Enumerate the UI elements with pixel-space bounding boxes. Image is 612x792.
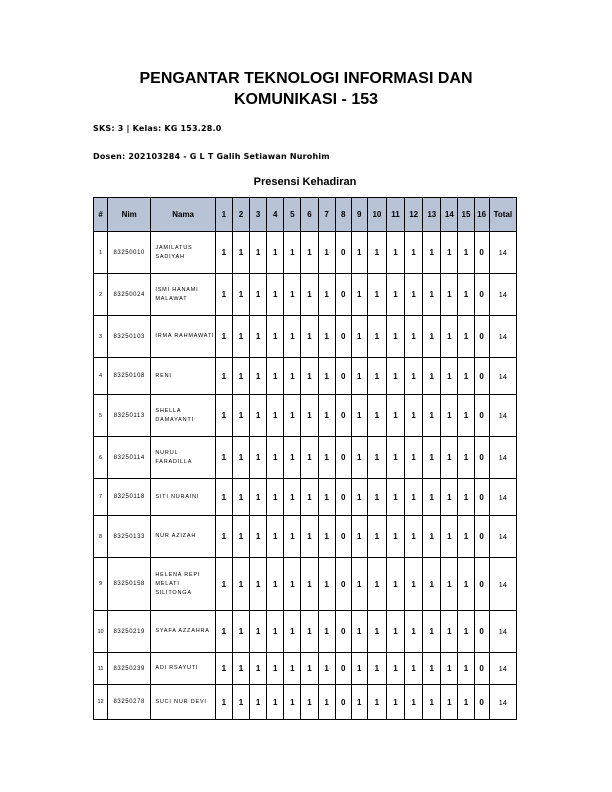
attendance-cell: 1: [351, 611, 367, 653]
attendance-cell: 1: [232, 516, 249, 558]
attendance-cell: 1: [386, 274, 404, 316]
attendance-cell: 1: [458, 358, 474, 395]
attendance-cell: 1: [441, 611, 458, 653]
attendance-cell: 1: [423, 611, 441, 653]
attendance-cell: 1: [284, 479, 301, 516]
attendance-cell: 1: [441, 274, 458, 316]
attendance-cell: 1: [301, 274, 318, 316]
attendance-cell: 1: [318, 653, 335, 685]
attendance-cell: 1: [405, 395, 423, 437]
attendance-cell: 0: [474, 479, 489, 516]
attendance-cell: 1: [301, 558, 318, 611]
row-number: 3: [94, 316, 108, 358]
attendance-cell: 1: [441, 653, 458, 685]
attendance-cell: 1: [267, 437, 284, 479]
attendance-cell: 1: [423, 516, 441, 558]
attendance-cell: 1: [232, 611, 249, 653]
attendance-cell: 1: [405, 611, 423, 653]
attendance-cell: 1: [250, 479, 267, 516]
attendance-cell: 1: [351, 479, 367, 516]
attendance-cell: 0: [335, 685, 351, 720]
attendance-cell: 1: [405, 274, 423, 316]
attendance-cell: 1: [267, 395, 284, 437]
sks-class-info: SKS: 3 | Kelas: KG 153.28.0: [93, 124, 222, 133]
attendance-cell: 1: [215, 232, 232, 274]
attendance-cell: 0: [474, 516, 489, 558]
row-number: 9: [94, 558, 108, 611]
attendance-cell: 0: [474, 274, 489, 316]
attendance-cell: 1: [405, 479, 423, 516]
attendance-cell: 1: [441, 232, 458, 274]
attendance-cell: 1: [267, 479, 284, 516]
header-meeting: 12: [405, 198, 423, 232]
attendance-cell: 1: [441, 358, 458, 395]
attendance-cell: 0: [335, 558, 351, 611]
attendance-cell: 1: [284, 437, 301, 479]
student-name: SUCI NUR DEVI: [151, 685, 215, 720]
attendance-cell: 1: [232, 685, 249, 720]
attendance-cell: 1: [215, 653, 232, 685]
attendance-cell: 1: [458, 395, 474, 437]
attendance-cell: 1: [232, 316, 249, 358]
header-meeting: 16: [474, 198, 489, 232]
row-number: 2: [94, 274, 108, 316]
attendance-cell: 1: [215, 479, 232, 516]
attendance-cell: 1: [250, 437, 267, 479]
header-meeting: 4: [267, 198, 284, 232]
attendance-cell: 1: [386, 395, 404, 437]
attendance-cell: 1: [405, 358, 423, 395]
student-nim: 83250010: [108, 232, 151, 274]
attendance-cell: 1: [250, 316, 267, 358]
attendance-cell: 1: [441, 516, 458, 558]
attendance-cell: 1: [301, 316, 318, 358]
attendance-cell: 1: [318, 558, 335, 611]
attendance-cell: 1: [250, 274, 267, 316]
attendance-cell: 0: [474, 358, 489, 395]
attendance-cell: 1: [318, 395, 335, 437]
attendance-cell: 1: [351, 232, 367, 274]
attendance-cell: 1: [215, 316, 232, 358]
attendance-cell: 1: [367, 653, 386, 685]
attendance-cell: 1: [351, 558, 367, 611]
student-nim: 83250278: [108, 685, 151, 720]
attendance-cell: 0: [335, 395, 351, 437]
attendance-cell: 1: [351, 395, 367, 437]
attendance-total: 14: [489, 358, 516, 395]
attendance-cell: 1: [458, 437, 474, 479]
attendance-cell: 1: [301, 611, 318, 653]
attendance-cell: 1: [250, 653, 267, 685]
attendance-cell: 1: [301, 437, 318, 479]
header-nim: Nim: [108, 198, 151, 232]
attendance-cell: 1: [441, 479, 458, 516]
student-name: IRMA RAHMAWATI: [151, 316, 215, 358]
header-meeting: 2: [232, 198, 249, 232]
attendance-total: 14: [489, 558, 516, 611]
attendance-cell: 1: [386, 516, 404, 558]
attendance-cell: 0: [335, 437, 351, 479]
table-row: [94, 437, 517, 479]
attendance-cell: 1: [405, 232, 423, 274]
header-meeting: 10: [367, 198, 386, 232]
row-number: 7: [94, 479, 108, 516]
attendance-cell: 1: [458, 685, 474, 720]
attendance-cell: 1: [267, 685, 284, 720]
attendance-cell: 1: [301, 232, 318, 274]
attendance-cell: 1: [215, 274, 232, 316]
attendance-cell: 0: [335, 611, 351, 653]
attendance-cell: 1: [441, 685, 458, 720]
attendance-cell: 1: [405, 316, 423, 358]
attendance-total: 14: [489, 316, 516, 358]
attendance-cell: 1: [318, 274, 335, 316]
attendance-cell: 0: [335, 516, 351, 558]
attendance-cell: 0: [474, 611, 489, 653]
attendance-cell: 1: [232, 653, 249, 685]
attendance-cell: 1: [405, 516, 423, 558]
table-row: [94, 479, 517, 516]
attendance-cell: 1: [284, 653, 301, 685]
attendance-cell: 1: [318, 685, 335, 720]
attendance-cell: 1: [441, 437, 458, 479]
attendance-cell: 1: [232, 358, 249, 395]
attendance-cell: 1: [367, 516, 386, 558]
attendance-cell: 1: [351, 685, 367, 720]
attendance-cell: 1: [386, 358, 404, 395]
attendance-cell: 1: [215, 685, 232, 720]
attendance-cell: 1: [367, 395, 386, 437]
attendance-cell: 0: [335, 358, 351, 395]
attendance-cell: 1: [215, 395, 232, 437]
student-name: ISMI HANAMI MALAWAT: [151, 274, 215, 316]
student-name: SHELLA DAMAYANTI: [151, 395, 215, 437]
attendance-cell: 1: [405, 653, 423, 685]
student-nim: 83250024: [108, 274, 151, 316]
student-nim: 83250113: [108, 395, 151, 437]
attendance-section-title: Presensi Kehadiran: [253, 176, 357, 188]
attendance-cell: 1: [284, 516, 301, 558]
attendance-cell: 1: [351, 274, 367, 316]
attendance-cell: 1: [318, 316, 335, 358]
attendance-cell: 1: [232, 395, 249, 437]
attendance-cell: 1: [458, 653, 474, 685]
attendance-cell: 1: [423, 358, 441, 395]
attendance-cell: 1: [423, 479, 441, 516]
table-row: [94, 316, 517, 358]
attendance-cell: 1: [367, 558, 386, 611]
attendance-cell: 1: [232, 479, 249, 516]
header-meeting: 3: [250, 198, 267, 232]
attendance-cell: 0: [335, 274, 351, 316]
attendance-cell: 1: [267, 611, 284, 653]
attendance-cell: 1: [318, 611, 335, 653]
attendance-cell: 1: [423, 395, 441, 437]
attendance-cell: 1: [423, 685, 441, 720]
attendance-total: 14: [489, 395, 516, 437]
attendance-total: 14: [489, 232, 516, 274]
row-number: 5: [94, 395, 108, 437]
attendance-cell: 1: [267, 274, 284, 316]
attendance-cell: 1: [284, 558, 301, 611]
attendance-cell: 1: [250, 516, 267, 558]
attendance-cell: 1: [367, 358, 386, 395]
attendance-cell: 0: [474, 395, 489, 437]
attendance-cell: 1: [386, 653, 404, 685]
attendance-cell: 1: [405, 558, 423, 611]
header-nama: Nama: [151, 198, 215, 232]
header-total: Total: [489, 198, 516, 232]
attendance-cell: 0: [474, 653, 489, 685]
attendance-cell: 1: [458, 558, 474, 611]
attendance-cell: 1: [367, 479, 386, 516]
attendance-cell: 1: [423, 274, 441, 316]
attendance-cell: 1: [351, 358, 367, 395]
attendance-cell: 1: [267, 316, 284, 358]
attendance-total: 14: [489, 611, 516, 653]
attendance-cell: 0: [474, 316, 489, 358]
attendance-cell: 0: [474, 437, 489, 479]
attendance-cell: 1: [250, 395, 267, 437]
attendance-cell: 1: [458, 516, 474, 558]
attendance-cell: 1: [232, 274, 249, 316]
course-title: PENGANTAR TEKNOLOGI INFORMASI DAN KOMUNIKASI - 153: [139, 70, 473, 108]
attendance-cell: 1: [367, 437, 386, 479]
attendance-cell: 1: [284, 395, 301, 437]
header-meeting: 14: [441, 198, 458, 232]
attendance-cell: 1: [367, 316, 386, 358]
student-nim: 83250118: [108, 479, 151, 516]
attendance-total: 14: [489, 274, 516, 316]
attendance-cell: 1: [318, 437, 335, 479]
attendance-cell: 1: [301, 358, 318, 395]
attendance-total: 14: [489, 479, 516, 516]
attendance-cell: 1: [458, 232, 474, 274]
attendance-cell: 1: [423, 653, 441, 685]
header-meeting: 9: [351, 198, 367, 232]
attendance-cell: 1: [250, 358, 267, 395]
attendance-cell: 1: [386, 232, 404, 274]
attendance-cell: 1: [267, 358, 284, 395]
attendance-cell: 1: [351, 653, 367, 685]
row-number: 8: [94, 516, 108, 558]
table-row: [94, 274, 517, 316]
attendance-cell: 1: [267, 516, 284, 558]
attendance-cell: 1: [267, 558, 284, 611]
attendance-cell: 1: [441, 558, 458, 611]
header-meeting: 7: [318, 198, 335, 232]
attendance-cell: 1: [215, 437, 232, 479]
attendance-cell: 1: [284, 685, 301, 720]
attendance-cell: 1: [318, 358, 335, 395]
header-meeting: 11: [386, 198, 404, 232]
attendance-cell: 1: [232, 437, 249, 479]
attendance-cell: 1: [423, 437, 441, 479]
attendance-cell: 1: [215, 558, 232, 611]
attendance-cell: 0: [474, 232, 489, 274]
attendance-cell: 1: [284, 232, 301, 274]
attendance-cell: 1: [284, 316, 301, 358]
table-row: [94, 232, 517, 274]
attendance-cell: 1: [386, 479, 404, 516]
lecturer-info: Dosen: 202103284 - G L T Galih Setiawan Nurohim: [93, 152, 330, 161]
attendance-cell: 1: [284, 611, 301, 653]
row-number: 1: [94, 232, 108, 274]
student-name: JAMILATUS SADIYAH: [151, 232, 215, 274]
attendance-cell: 1: [232, 232, 249, 274]
attendance-total: 14: [489, 685, 516, 720]
table-row: [94, 395, 517, 437]
attendance-cell: 1: [423, 316, 441, 358]
header-number: #: [94, 198, 108, 232]
attendance-table: [93, 197, 517, 720]
student-name: NUR AZIZAH: [151, 516, 215, 558]
student-nim: 83250103: [108, 316, 151, 358]
student-name: HELENA REPI MELATI SILITONGA: [151, 558, 215, 611]
attendance-cell: 1: [301, 516, 318, 558]
attendance-cell: 1: [232, 558, 249, 611]
student-name: ADI RSAYUTI: [151, 653, 215, 685]
attendance-cell: 1: [405, 437, 423, 479]
header-meeting: 6: [301, 198, 318, 232]
student-nim: 83250158: [108, 558, 151, 611]
table-row: [94, 611, 517, 653]
attendance-cell: 1: [301, 653, 318, 685]
student-name: NURUL FARADILLA: [151, 437, 215, 479]
attendance-total: 14: [489, 653, 516, 685]
attendance-cell: 1: [250, 611, 267, 653]
attendance-cell: 1: [250, 685, 267, 720]
attendance-cell: 1: [250, 558, 267, 611]
attendance-cell: 1: [351, 516, 367, 558]
attendance-cell: 1: [318, 479, 335, 516]
student-nim: 83250219: [108, 611, 151, 653]
attendance-cell: 1: [423, 558, 441, 611]
attendance-cell: 1: [386, 316, 404, 358]
header-meeting: 5: [284, 198, 301, 232]
attendance-cell: 1: [301, 479, 318, 516]
attendance-cell: 1: [458, 611, 474, 653]
attendance-cell: 1: [441, 316, 458, 358]
attendance-cell: 0: [335, 653, 351, 685]
attendance-cell: 1: [250, 232, 267, 274]
attendance-cell: 0: [335, 316, 351, 358]
table-row: [94, 685, 517, 720]
student-name: SYAFA AZZAHRA: [151, 611, 215, 653]
table-row: [94, 358, 517, 395]
header-meeting: 1: [215, 198, 232, 232]
attendance-cell: 1: [367, 274, 386, 316]
student-nim: 83250133: [108, 516, 151, 558]
attendance-cell: 1: [386, 611, 404, 653]
student-nim: 83250108: [108, 358, 151, 395]
attendance-cell: 1: [351, 437, 367, 479]
row-number: 4: [94, 358, 108, 395]
attendance-cell: 1: [423, 232, 441, 274]
student-name: SITI NURAINI: [151, 479, 215, 516]
attendance-cell: 1: [386, 558, 404, 611]
attendance-cell: 1: [351, 316, 367, 358]
student-nim: 83250239: [108, 653, 151, 685]
attendance-cell: 1: [458, 479, 474, 516]
attendance-cell: 1: [458, 316, 474, 358]
attendance-cell: 1: [386, 685, 404, 720]
table-row: [94, 558, 517, 611]
row-number: 12: [94, 685, 108, 720]
attendance-total: 14: [489, 437, 516, 479]
row-number: 11: [94, 653, 108, 685]
attendance-cell: 1: [405, 685, 423, 720]
attendance-total: 14: [489, 516, 516, 558]
attendance-cell: 1: [284, 274, 301, 316]
attendance-cell: 1: [267, 232, 284, 274]
attendance-cell: 1: [301, 685, 318, 720]
attendance-cell: 1: [267, 653, 284, 685]
header-meeting: 8: [335, 198, 351, 232]
table-row: [94, 653, 517, 685]
attendance-cell: 1: [301, 395, 318, 437]
row-number: 10: [94, 611, 108, 653]
attendance-cell: 1: [318, 232, 335, 274]
table-row: [94, 516, 517, 558]
attendance-cell: 1: [215, 516, 232, 558]
student-name: RENI: [151, 358, 215, 395]
student-nim: 83250114: [108, 437, 151, 479]
header-meeting: 13: [423, 198, 441, 232]
attendance-cell: 1: [367, 611, 386, 653]
attendance-cell: 0: [335, 232, 351, 274]
attendance-cell: 0: [474, 685, 489, 720]
attendance-cell: 1: [367, 232, 386, 274]
attendance-cell: 1: [318, 516, 335, 558]
row-number: 6: [94, 437, 108, 479]
attendance-cell: 1: [458, 274, 474, 316]
attendance-cell: 1: [386, 437, 404, 479]
table-header-row: [94, 198, 517, 232]
attendance-cell: 1: [441, 395, 458, 437]
attendance-cell: 1: [215, 358, 232, 395]
attendance-cell: 1: [367, 685, 386, 720]
attendance-cell: 0: [335, 479, 351, 516]
attendance-cell: 1: [215, 611, 232, 653]
attendance-cell: 0: [474, 558, 489, 611]
header-meeting: 15: [458, 198, 474, 232]
attendance-cell: 1: [284, 358, 301, 395]
